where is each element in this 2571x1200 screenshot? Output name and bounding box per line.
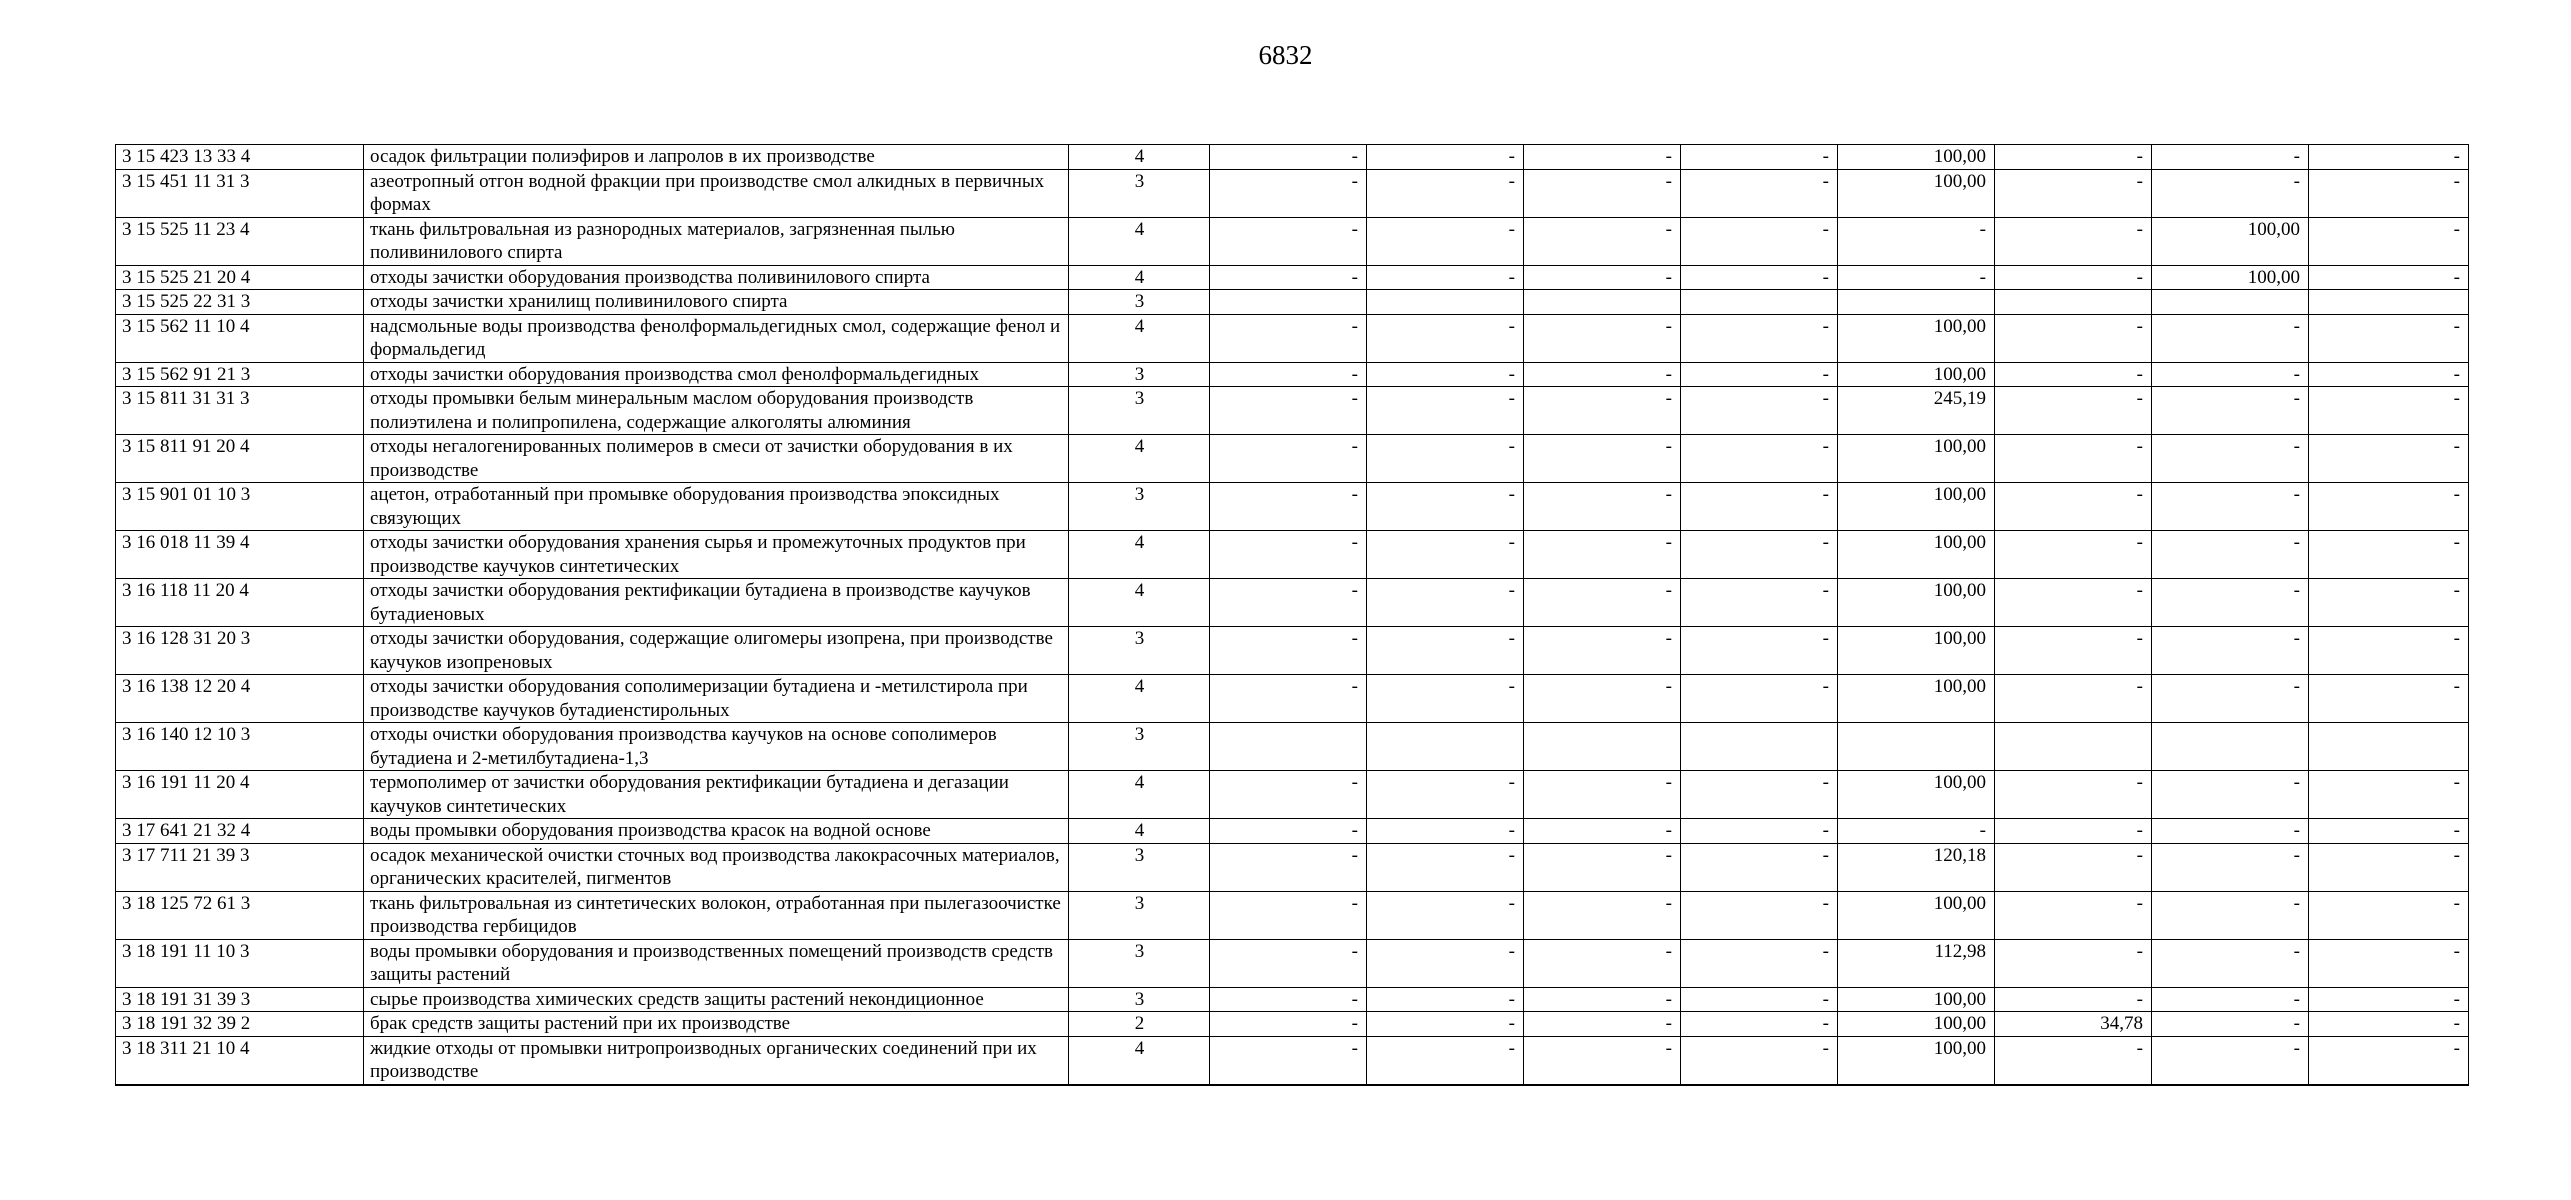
- value-cell-7: -: [2152, 675, 2309, 723]
- value-cell-5: 100,00: [1838, 1012, 1995, 1037]
- value-cell-6: -: [1995, 987, 2152, 1012]
- table-row: [116, 939, 2469, 987]
- waste-code-cell: 3 18 191 31 39 3: [116, 987, 364, 1012]
- value-cell-7: -: [2152, 819, 2309, 844]
- waste-code-cell: 3 15 525 21 20 4: [116, 265, 364, 290]
- value-cell-6: -: [1995, 483, 2152, 531]
- value-cell-7: 100,00: [2152, 265, 2309, 290]
- waste-code-cell: 3 16 018 11 39 4: [116, 531, 364, 579]
- value-cell-5: 100,00: [1838, 169, 1995, 217]
- waste-code-cell: 3 17 641 21 32 4: [116, 819, 364, 844]
- value-cell-4: -: [1681, 987, 1838, 1012]
- table-row: [116, 265, 2469, 290]
- value-cell-5: -: [1838, 265, 1995, 290]
- waste-name-cell: отходы негалогенированных полимеров в смеси от зачистки оборудования в их производстве: [364, 435, 1069, 483]
- value-cell-4: -: [1681, 387, 1838, 435]
- waste-code-cell: 3 16 138 12 20 4: [116, 675, 364, 723]
- hazard-class-cell: 3: [1069, 723, 1210, 771]
- value-cell-7: -: [2152, 843, 2309, 891]
- value-cell-3: -: [1524, 579, 1681, 627]
- table-row: [116, 314, 2469, 362]
- value-cell-5: 112,98: [1838, 939, 1995, 987]
- hazard-class-cell: 3: [1069, 169, 1210, 217]
- table-row: [116, 531, 2469, 579]
- hazard-class-cell: 2: [1069, 1012, 1210, 1037]
- table-row: [116, 723, 2469, 771]
- waste-classification-table: [115, 144, 2469, 1086]
- value-cell-8: -: [2309, 1036, 2469, 1085]
- value-cell-4: [1681, 723, 1838, 771]
- waste-name-cell: жидкие отходы от промывки нитропроизводных органических соединений при их производстве: [364, 1036, 1069, 1085]
- value-cell-3: -: [1524, 314, 1681, 362]
- waste-name-cell: надсмольные воды производства фенолформальдегидных смол, содержащие фенол и формальдегид: [364, 314, 1069, 362]
- value-cell-4: -: [1681, 771, 1838, 819]
- waste-name-cell: сырье производства химических средств защиты растений некондиционное: [364, 987, 1069, 1012]
- hazard-class-cell: 4: [1069, 1036, 1210, 1085]
- table-row: [116, 675, 2469, 723]
- waste-code-cell: 3 15 901 01 10 3: [116, 483, 364, 531]
- waste-name-cell: ацетон, отработанный при промывке оборудования производства эпоксидных связующих: [364, 483, 1069, 531]
- hazard-class-cell: 3: [1069, 483, 1210, 531]
- table-row: [116, 987, 2469, 1012]
- value-cell-3: -: [1524, 675, 1681, 723]
- value-cell-8: -: [2309, 891, 2469, 939]
- value-cell-3: -: [1524, 217, 1681, 265]
- value-cell-5: 100,00: [1838, 145, 1995, 170]
- value-cell-4: -: [1681, 627, 1838, 675]
- value-cell-6: -: [1995, 891, 2152, 939]
- value-cell-6: -: [1995, 771, 2152, 819]
- waste-name-cell: осадок механической очистки сточных вод производства лакокрасочных материалов, органических красителей, пигментов: [364, 843, 1069, 891]
- table-row: [116, 169, 2469, 217]
- value-cell-7: -: [2152, 435, 2309, 483]
- value-cell-2: -: [1367, 1036, 1524, 1085]
- value-cell-1: [1210, 290, 1367, 315]
- value-cell-4: -: [1681, 435, 1838, 483]
- waste-name-cell: ткань фильтровальная из синтетических волокон, отработанная при пылегазоочистке производства гербицидов: [364, 891, 1069, 939]
- value-cell-2: -: [1367, 987, 1524, 1012]
- value-cell-6: -: [1995, 627, 2152, 675]
- value-cell-5: 100,00: [1838, 627, 1995, 675]
- waste-name-cell: азеотропный отгон водной фракции при производстве смол алкидных в первичных формах: [364, 169, 1069, 217]
- value-cell-8: -: [2309, 483, 2469, 531]
- hazard-class-cell: 4: [1069, 435, 1210, 483]
- value-cell-5: 100,00: [1838, 891, 1995, 939]
- waste-name-cell: брак средств защиты растений при их производстве: [364, 1012, 1069, 1037]
- value-cell-7: -: [2152, 627, 2309, 675]
- value-cell-2: -: [1367, 939, 1524, 987]
- value-cell-8: -: [2309, 265, 2469, 290]
- value-cell-3: -: [1524, 987, 1681, 1012]
- value-cell-8: -: [2309, 579, 2469, 627]
- value-cell-8: -: [2309, 145, 2469, 170]
- value-cell-2: -: [1367, 362, 1524, 387]
- table-row: [116, 819, 2469, 844]
- waste-name-cell: отходы зачистки оборудования хранения сырья и промежуточных продуктов при производстве каучуков синтетических: [364, 531, 1069, 579]
- value-cell-4: -: [1681, 675, 1838, 723]
- value-cell-8: -: [2309, 217, 2469, 265]
- value-cell-2: -: [1367, 169, 1524, 217]
- value-cell-6: -: [1995, 217, 2152, 265]
- hazard-class-cell: 4: [1069, 675, 1210, 723]
- value-cell-8: [2309, 290, 2469, 315]
- value-cell-4: -: [1681, 939, 1838, 987]
- value-cell-7: -: [2152, 145, 2309, 170]
- value-cell-2: -: [1367, 1012, 1524, 1037]
- value-cell-7: [2152, 723, 2309, 771]
- value-cell-6: -: [1995, 1036, 2152, 1085]
- value-cell-1: -: [1210, 1012, 1367, 1037]
- value-cell-2: -: [1367, 145, 1524, 170]
- value-cell-6: 34,78: [1995, 1012, 2152, 1037]
- value-cell-2: -: [1367, 314, 1524, 362]
- waste-code-cell: 3 17 711 21 39 3: [116, 843, 364, 891]
- value-cell-3: -: [1524, 891, 1681, 939]
- value-cell-3: -: [1524, 819, 1681, 844]
- hazard-class-cell: 3: [1069, 627, 1210, 675]
- value-cell-3: -: [1524, 145, 1681, 170]
- value-cell-7: -: [2152, 1036, 2309, 1085]
- value-cell-7: -: [2152, 531, 2309, 579]
- value-cell-2: -: [1367, 579, 1524, 627]
- page-number: 6832: [1258, 40, 1313, 70]
- value-cell-2: -: [1367, 891, 1524, 939]
- waste-code-cell: 3 16 128 31 20 3: [116, 627, 364, 675]
- value-cell-1: -: [1210, 483, 1367, 531]
- value-cell-4: -: [1681, 217, 1838, 265]
- value-cell-5: 120,18: [1838, 843, 1995, 891]
- value-cell-3: -: [1524, 387, 1681, 435]
- value-cell-3: -: [1524, 939, 1681, 987]
- value-cell-4: -: [1681, 145, 1838, 170]
- value-cell-4: -: [1681, 1012, 1838, 1037]
- value-cell-3: -: [1524, 627, 1681, 675]
- value-cell-8: -: [2309, 939, 2469, 987]
- value-cell-3: [1524, 290, 1681, 315]
- value-cell-6: [1995, 723, 2152, 771]
- value-cell-5: 100,00: [1838, 314, 1995, 362]
- value-cell-8: -: [2309, 675, 2469, 723]
- value-cell-3: -: [1524, 1012, 1681, 1037]
- value-cell-2: [1367, 290, 1524, 315]
- value-cell-2: -: [1367, 217, 1524, 265]
- waste-name-cell: отходы зачистки оборудования производства поливинилового спирта: [364, 265, 1069, 290]
- waste-code-cell: 3 15 423 13 33 4: [116, 145, 364, 170]
- value-cell-1: -: [1210, 579, 1367, 627]
- value-cell-8: -: [2309, 531, 2469, 579]
- value-cell-1: -: [1210, 435, 1367, 483]
- value-cell-4: -: [1681, 843, 1838, 891]
- value-cell-5: [1838, 290, 1995, 315]
- waste-name-cell: осадок фильтрации полиэфиров и лапролов в их производстве: [364, 145, 1069, 170]
- hazard-class-cell: 4: [1069, 819, 1210, 844]
- value-cell-7: -: [2152, 1012, 2309, 1037]
- value-cell-5: 100,00: [1838, 531, 1995, 579]
- value-cell-3: -: [1524, 531, 1681, 579]
- hazard-class-cell: 3: [1069, 290, 1210, 315]
- value-cell-6: -: [1995, 843, 2152, 891]
- value-cell-5: -: [1838, 217, 1995, 265]
- value-cell-3: -: [1524, 843, 1681, 891]
- value-cell-1: -: [1210, 169, 1367, 217]
- value-cell-3: -: [1524, 1036, 1681, 1085]
- waste-name-cell: ткань фильтровальная из разнородных материалов, загрязненная пылью поливинилового спирта: [364, 217, 1069, 265]
- value-cell-7: -: [2152, 169, 2309, 217]
- value-cell-7: -: [2152, 891, 2309, 939]
- value-cell-1: -: [1210, 939, 1367, 987]
- value-cell-4: -: [1681, 579, 1838, 627]
- value-cell-8: -: [2309, 987, 2469, 1012]
- value-cell-6: -: [1995, 435, 2152, 483]
- value-cell-8: -: [2309, 435, 2469, 483]
- waste-code-cell: 3 18 125 72 61 3: [116, 891, 364, 939]
- value-cell-7: -: [2152, 987, 2309, 1012]
- hazard-class-cell: 4: [1069, 531, 1210, 579]
- value-cell-7: -: [2152, 939, 2309, 987]
- value-cell-4: -: [1681, 314, 1838, 362]
- table-row: [116, 771, 2469, 819]
- value-cell-5: -: [1838, 819, 1995, 844]
- hazard-class-cell: 4: [1069, 217, 1210, 265]
- value-cell-5: 100,00: [1838, 675, 1995, 723]
- value-cell-4: -: [1681, 891, 1838, 939]
- table-row: [116, 362, 2469, 387]
- hazard-class-cell: 3: [1069, 939, 1210, 987]
- value-cell-4: -: [1681, 819, 1838, 844]
- value-cell-2: -: [1367, 627, 1524, 675]
- value-cell-1: -: [1210, 387, 1367, 435]
- value-cell-1: -: [1210, 819, 1367, 844]
- waste-code-cell: 3 18 191 32 39 2: [116, 1012, 364, 1037]
- value-cell-1: -: [1210, 771, 1367, 819]
- table-row: [116, 387, 2469, 435]
- table-row: [116, 435, 2469, 483]
- value-cell-5: 100,00: [1838, 362, 1995, 387]
- waste-code-cell: 3 15 562 11 10 4: [116, 314, 364, 362]
- value-cell-7: 100,00: [2152, 217, 2309, 265]
- value-cell-2: -: [1367, 819, 1524, 844]
- waste-code-cell: 3 16 118 11 20 4: [116, 579, 364, 627]
- value-cell-6: -: [1995, 531, 2152, 579]
- value-cell-2: -: [1367, 843, 1524, 891]
- value-cell-6: -: [1995, 939, 2152, 987]
- value-cell-1: -: [1210, 265, 1367, 290]
- hazard-class-cell: 4: [1069, 579, 1210, 627]
- value-cell-8: -: [2309, 314, 2469, 362]
- waste-name-cell: отходы промывки белым минеральным маслом оборудования производств полиэтилена и полипропилена, содержащие алкоголяты алюминия: [364, 387, 1069, 435]
- value-cell-2: [1367, 723, 1524, 771]
- hazard-class-cell: 4: [1069, 771, 1210, 819]
- waste-code-cell: 3 16 140 12 10 3: [116, 723, 364, 771]
- table-body: [116, 145, 2469, 1085]
- value-cell-1: -: [1210, 362, 1367, 387]
- waste-code-cell: 3 18 311 21 10 4: [116, 1036, 364, 1085]
- value-cell-7: -: [2152, 579, 2309, 627]
- value-cell-3: -: [1524, 435, 1681, 483]
- value-cell-5: 100,00: [1838, 579, 1995, 627]
- value-cell-1: [1210, 723, 1367, 771]
- value-cell-4: -: [1681, 483, 1838, 531]
- value-cell-6: [1995, 290, 2152, 315]
- table-row: [116, 145, 2469, 170]
- value-cell-1: -: [1210, 1036, 1367, 1085]
- value-cell-5: 100,00: [1838, 771, 1995, 819]
- waste-name-cell: отходы зачистки оборудования, содержащие олигомеры изопрена, при производстве каучуков изопреновых: [364, 627, 1069, 675]
- value-cell-1: -: [1210, 675, 1367, 723]
- value-cell-6: -: [1995, 675, 2152, 723]
- value-cell-4: -: [1681, 169, 1838, 217]
- value-cell-8: -: [2309, 819, 2469, 844]
- value-cell-5: 100,00: [1838, 483, 1995, 531]
- value-cell-6: -: [1995, 145, 2152, 170]
- value-cell-1: -: [1210, 843, 1367, 891]
- value-cell-4: -: [1681, 265, 1838, 290]
- waste-name-cell: отходы очистки оборудования производства каучуков на основе сополимеров бутадиена и 2-метилбутадиена-1,3: [364, 723, 1069, 771]
- waste-name-cell: отходы зачистки хранилищ поливинилового спирта: [364, 290, 1069, 315]
- hazard-class-cell: 3: [1069, 891, 1210, 939]
- value-cell-7: -: [2152, 483, 2309, 531]
- value-cell-8: -: [2309, 169, 2469, 217]
- value-cell-1: -: [1210, 891, 1367, 939]
- value-cell-1: -: [1210, 217, 1367, 265]
- waste-name-cell: отходы зачистки оборудования ректификации бутадиена в производстве каучуков бутадиеновых: [364, 579, 1069, 627]
- table-row: [116, 843, 2469, 891]
- value-cell-2: -: [1367, 483, 1524, 531]
- value-cell-3: -: [1524, 265, 1681, 290]
- value-cell-7: -: [2152, 314, 2309, 362]
- value-cell-7: -: [2152, 387, 2309, 435]
- value-cell-6: -: [1995, 819, 2152, 844]
- value-cell-2: -: [1367, 387, 1524, 435]
- table-row: [116, 483, 2469, 531]
- waste-code-cell: 3 15 525 11 23 4: [116, 217, 364, 265]
- value-cell-5: 100,00: [1838, 1036, 1995, 1085]
- value-cell-6: -: [1995, 314, 2152, 362]
- value-cell-2: -: [1367, 771, 1524, 819]
- value-cell-2: -: [1367, 265, 1524, 290]
- value-cell-5: 245,19: [1838, 387, 1995, 435]
- value-cell-6: -: [1995, 169, 2152, 217]
- value-cell-3: -: [1524, 483, 1681, 531]
- waste-code-cell: 3 15 562 91 21 3: [116, 362, 364, 387]
- waste-name-cell: термополимер от зачистки оборудования ректификации бутадиена и дегазации каучуков синтетических: [364, 771, 1069, 819]
- hazard-class-cell: 3: [1069, 987, 1210, 1012]
- value-cell-3: -: [1524, 771, 1681, 819]
- value-cell-4: -: [1681, 1036, 1838, 1085]
- waste-code-cell: 3 15 525 22 31 3: [116, 290, 364, 315]
- value-cell-7: -: [2152, 771, 2309, 819]
- table-row: [116, 579, 2469, 627]
- value-cell-8: -: [2309, 1012, 2469, 1037]
- table-row: [116, 1012, 2469, 1037]
- hazard-class-cell: 3: [1069, 843, 1210, 891]
- value-cell-1: -: [1210, 145, 1367, 170]
- value-cell-8: -: [2309, 387, 2469, 435]
- value-cell-5: 100,00: [1838, 435, 1995, 483]
- value-cell-1: -: [1210, 314, 1367, 362]
- hazard-class-cell: 4: [1069, 265, 1210, 290]
- value-cell-6: -: [1995, 362, 2152, 387]
- hazard-class-cell: 3: [1069, 387, 1210, 435]
- value-cell-3: -: [1524, 169, 1681, 217]
- value-cell-2: -: [1367, 675, 1524, 723]
- hazard-class-cell: 4: [1069, 314, 1210, 362]
- value-cell-8: -: [2309, 627, 2469, 675]
- value-cell-1: -: [1210, 987, 1367, 1012]
- value-cell-8: -: [2309, 843, 2469, 891]
- table-row: [116, 627, 2469, 675]
- value-cell-4: -: [1681, 362, 1838, 387]
- value-cell-8: -: [2309, 362, 2469, 387]
- value-cell-8: [2309, 723, 2469, 771]
- waste-name-cell: отходы зачистки оборудования производства смол фенолформальдегидных: [364, 362, 1069, 387]
- value-cell-5: 100,00: [1838, 987, 1995, 1012]
- hazard-class-cell: 4: [1069, 145, 1210, 170]
- hazard-class-cell: 3: [1069, 362, 1210, 387]
- value-cell-4: [1681, 290, 1838, 315]
- waste-code-cell: 3 18 191 11 10 3: [116, 939, 364, 987]
- value-cell-6: -: [1995, 265, 2152, 290]
- value-cell-1: -: [1210, 627, 1367, 675]
- value-cell-8: -: [2309, 771, 2469, 819]
- waste-name-cell: воды промывки оборудования и производственных помещений производств средств защиты растений: [364, 939, 1069, 987]
- waste-code-cell: 3 15 811 31 31 3: [116, 387, 364, 435]
- table-row: [116, 1036, 2469, 1085]
- value-cell-3: [1524, 723, 1681, 771]
- value-cell-1: -: [1210, 531, 1367, 579]
- table-row: [116, 217, 2469, 265]
- table-row: [116, 891, 2469, 939]
- value-cell-2: -: [1367, 531, 1524, 579]
- waste-name-cell: воды промывки оборудования производства красок на водной основе: [364, 819, 1069, 844]
- value-cell-7: [2152, 290, 2309, 315]
- waste-code-cell: 3 15 811 91 20 4: [116, 435, 364, 483]
- waste-name-cell: отходы зачистки оборудования сополимеризации бутадиена и -метилстирола при производстве каучуков бутадиенстирольных: [364, 675, 1069, 723]
- value-cell-4: -: [1681, 531, 1838, 579]
- value-cell-6: -: [1995, 579, 2152, 627]
- value-cell-7: -: [2152, 362, 2309, 387]
- table-row: [116, 290, 2469, 315]
- waste-code-cell: 3 15 451 11 31 3: [116, 169, 364, 217]
- waste-code-cell: 3 16 191 11 20 4: [116, 771, 364, 819]
- value-cell-3: -: [1524, 362, 1681, 387]
- value-cell-2: -: [1367, 435, 1524, 483]
- value-cell-5: [1838, 723, 1995, 771]
- value-cell-6: -: [1995, 387, 2152, 435]
